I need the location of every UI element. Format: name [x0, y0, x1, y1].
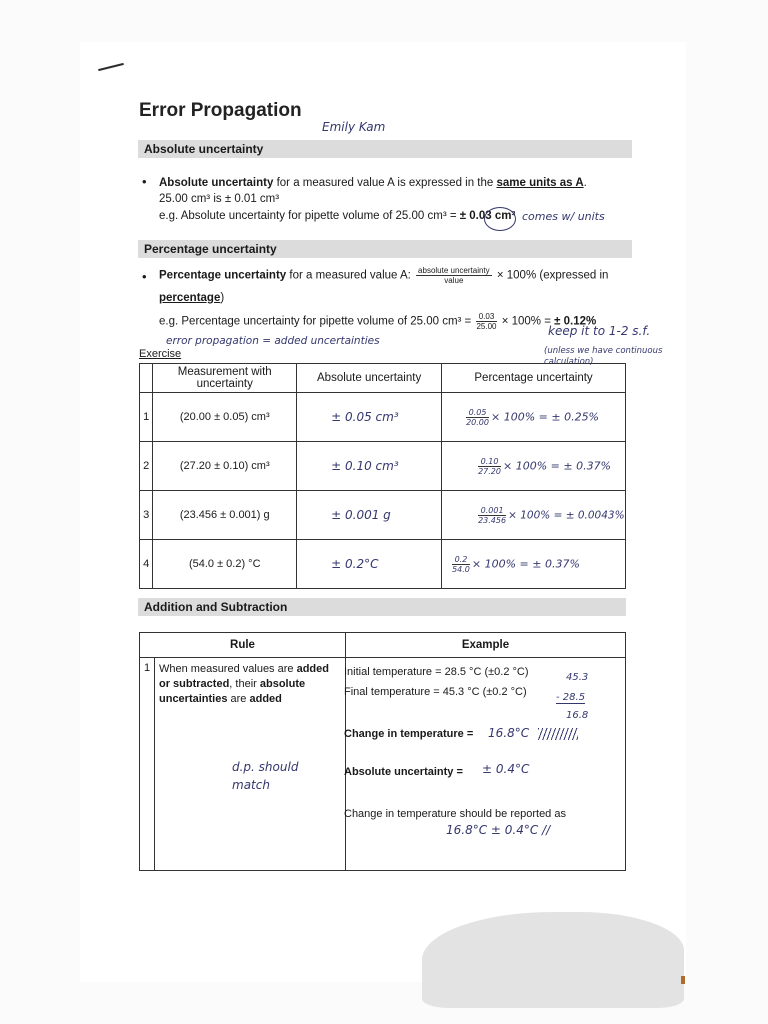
table-header-row — [140, 633, 626, 658]
absolute-answer: ± 0.001 g — [297, 491, 442, 540]
corner-mark — [681, 976, 685, 984]
abs-uncertainty-value: ± 0.4°C — [482, 762, 530, 776]
handwritten-note: keep it to 1-2 s.f. — [548, 324, 651, 338]
measurement-cell: (27.20 ± 0.10) cm³ — [153, 442, 297, 491]
table-row — [140, 540, 626, 589]
bullet-dot: • — [142, 269, 147, 284]
handwritten-note: error propagation = added uncertainties — [166, 335, 380, 347]
numerator: absolute uncertainty — [418, 266, 490, 275]
rule-bold: added — [296, 663, 329, 675]
exercise-table — [139, 363, 626, 589]
row-number: 1 — [140, 393, 153, 442]
row-number: 3 — [140, 491, 153, 540]
header-example: Example — [346, 633, 626, 658]
fraction — [478, 506, 506, 525]
section-header-addition — [138, 598, 626, 616]
row-number: 4 — [140, 540, 153, 589]
handwritten-note: d.p. should match — [232, 760, 299, 792]
report-label: Change in temperature should be reported as — [344, 808, 566, 820]
rule-bold: or subtracted — [159, 678, 230, 690]
denominator: 54.0 — [452, 564, 470, 574]
rule-bold: absolute — [259, 678, 306, 690]
exercise-label: Exercise — [139, 348, 182, 360]
rule-text: When measured values are — [159, 663, 297, 675]
measurement-cell: (54.0 ± 0.2) °C — [153, 540, 297, 589]
header-rule: Rule — [140, 633, 346, 658]
section-title: Addition and Subtraction — [144, 600, 288, 614]
emphasis: same units as A — [496, 177, 584, 189]
final-temperature: Final temperature = 45.3 °C (±0.2 °C) — [344, 686, 527, 698]
term: Absolute uncertainty — [159, 177, 274, 189]
percentage-answer — [442, 442, 626, 491]
result: × 100% = ± 0.25% — [490, 410, 600, 423]
numerator: 0.05 — [466, 408, 489, 418]
result: × 100% = ± 0.37% — [471, 557, 580, 570]
header-measurement: Measurement with uncertainty — [153, 364, 297, 393]
header-absolute: Absolute uncertainty — [297, 364, 442, 393]
table-row — [140, 393, 626, 442]
change-value: 16.8°C — [488, 726, 530, 740]
emphasis: percentage — [159, 292, 221, 304]
absolute-answer: ± 0.10 cm³ — [297, 442, 442, 491]
percentage-definition-line2 — [159, 290, 224, 306]
calc-result: 16.8 — [566, 710, 589, 721]
result: × 100% = ± 0.0043% — [508, 509, 625, 521]
absolute-answer: ± 0.2°C — [297, 540, 442, 589]
fraction — [478, 457, 501, 476]
circle-annotation — [484, 207, 516, 231]
numerator: 0.2 — [452, 555, 470, 565]
header-percentage: Percentage uncertainty — [442, 364, 626, 393]
example-value: ± 0.03 cm³ — [459, 210, 516, 222]
result: × 100% = ± 0.37% — [502, 459, 612, 472]
author-name: Emily Kam — [322, 120, 386, 134]
rule-bold: added — [249, 693, 282, 705]
period: . — [583, 177, 587, 189]
absolute-example-1: 25.00 cm³ is ± 0.01 cm³ — [159, 193, 280, 205]
section-title: Percentage uncertainty — [144, 242, 277, 256]
fraction — [476, 312, 496, 331]
handwritten-note: comes w/ units — [522, 210, 605, 223]
shadow — [422, 912, 684, 1008]
calc-subtract: - 28.5 — [556, 692, 586, 703]
numerator: 0.001 — [478, 506, 506, 516]
example-tail: × 100% = — [498, 315, 555, 328]
percentage-definition — [159, 266, 629, 285]
percentage-answer — [442, 393, 626, 442]
percentage-answer — [442, 491, 626, 540]
section-header-absolute — [138, 140, 632, 158]
example-text: e.g. Absolute uncertainty for pipette volume of 25.00 cm³ = — [159, 210, 460, 222]
denominator: value — [444, 276, 464, 285]
measurement-cell: (23.456 ± 0.001) g — [153, 491, 297, 540]
handwritten-note: (unless we have continuous calculation) — [544, 346, 663, 367]
percentage-example — [159, 312, 596, 331]
table-row — [140, 442, 626, 491]
denominator: 23.456 — [478, 515, 507, 525]
definition-text: for a measured value A is expressed in the — [273, 177, 497, 189]
rule-text: are — [227, 693, 250, 705]
denominator: 20.00 — [466, 417, 489, 427]
example-result: ± 0.12% — [554, 315, 597, 328]
table-row — [140, 491, 626, 540]
fraction — [416, 266, 492, 285]
row-number: 1 — [140, 658, 155, 871]
rule-text: , their — [229, 678, 260, 690]
section-title: Absolute uncertainty — [144, 142, 264, 156]
row-number: 2 — [140, 442, 153, 491]
example-text: e.g. Percentage uncertainty for pipette volume of 25.00 cm³ = — [159, 315, 475, 328]
denominator: 25.00 — [476, 322, 497, 331]
paren: ) — [220, 292, 225, 304]
numerator: 0.03 — [476, 312, 496, 322]
fraction — [466, 408, 489, 427]
calc-top: 45.3 — [566, 672, 589, 683]
initial-temperature: Initial temperature = 28.5 °C (±0.2 °C) — [344, 666, 529, 678]
measurement-cell: (20.00 ± 0.05) cm³ — [153, 393, 297, 442]
page-title: Error Propagation — [139, 100, 302, 121]
header-blank — [140, 364, 153, 393]
table-header-row — [140, 364, 626, 393]
absolute-definition — [159, 175, 619, 191]
numerator: 0.10 — [478, 457, 501, 467]
term: Percentage uncertainty — [159, 269, 287, 282]
definition-tail: × 100% (expressed in — [493, 269, 609, 282]
change-label: Change in temperature = — [344, 728, 474, 740]
fraction — [452, 555, 470, 574]
bullet-dot: • — [142, 174, 147, 189]
abs-uncertainty-label: Absolute uncertainty = — [344, 766, 463, 778]
absolute-example-2 — [159, 208, 515, 224]
percentage-answer — [442, 540, 626, 589]
section-header-percentage — [138, 240, 632, 258]
absolute-answer: ± 0.05 cm³ — [297, 393, 442, 442]
report-value: 16.8°C ± 0.4°C // — [446, 823, 551, 837]
denominator: 27.20 — [478, 466, 501, 476]
definition-text: for a measured value A: — [286, 269, 415, 282]
scribble — [538, 728, 578, 740]
rule-bold: uncertainties — [159, 693, 228, 705]
